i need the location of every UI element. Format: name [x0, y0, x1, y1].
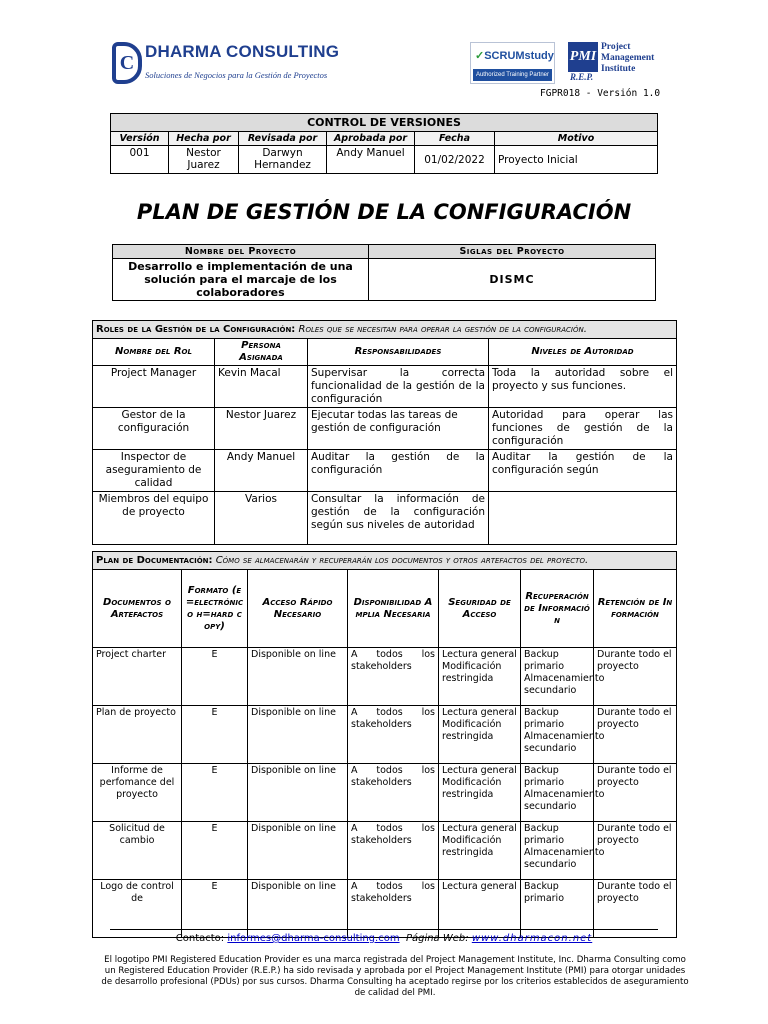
doc-name: Logo de control de: [93, 880, 182, 938]
documentation-table: [92, 551, 677, 938]
pmi-logo-icon: PMI: [568, 42, 598, 72]
roles-header: Persona Asignada: [215, 339, 308, 366]
role-responsibility: Auditar la gestión de la configuración: [308, 450, 489, 492]
role-name: Inspector de aseguramiento de calidad: [93, 450, 215, 492]
scrumstudy-name: ✓SCRUMstudy: [475, 50, 554, 62]
doc-retention: Durante todo el proyecto: [594, 822, 677, 880]
docs-section-header: [93, 552, 677, 570]
versions-header: Aprobada por: [327, 132, 415, 146]
page-title: PLAN DE GESTIÓN DE LA CONFIGURACIÓN: [136, 200, 632, 224]
doc-retention: Durante todo el proyecto: [594, 648, 677, 706]
doc-retrieval: Backup primario Almacenamiento secundario: [521, 822, 594, 880]
role-person: Kevin Macal: [215, 366, 308, 408]
doc-format: E: [182, 706, 248, 764]
project-acronym-header: Siglas del Proyecto: [369, 245, 656, 259]
role-name: Project Manager: [93, 366, 215, 408]
role-person: Varios: [215, 492, 308, 545]
doc-retention: Durante todo el proyecto: [594, 764, 677, 822]
doc-retrieval: Backup primario Almacenamiento secundario: [521, 764, 594, 822]
role-responsibility: Consultar la información de gestión de la configuración según sus niveles de autoridad: [308, 492, 489, 545]
roles-header: Niveles de Autoridad: [489, 339, 677, 366]
company-name: DHARMA CONSULTING: [145, 42, 340, 61]
role-authority: [489, 492, 677, 545]
doc-availability: A todos los stakeholders: [348, 706, 439, 764]
logo-letter: C: [119, 51, 135, 74]
company-tagline: Soluciones de Negocios para la Gestión de Proyectos: [145, 70, 328, 80]
roles-section-header: [93, 321, 677, 339]
project-table: [112, 244, 656, 301]
doc-retrieval: Backup primario: [521, 880, 594, 938]
project-name-header: Nombre del Proyecto: [113, 245, 369, 259]
versions-header: Fecha: [415, 132, 495, 146]
doc-retrieval: Backup primario Almacenamiento secundario: [521, 706, 594, 764]
docs-header: Seguridad de Acceso: [439, 570, 521, 648]
doc-quick-access: Disponible on line: [248, 648, 348, 706]
footer-divider: [110, 929, 658, 930]
footer-legal: El logotipo PMI Registered Education Provider es una marca registrada del Project Management Institute, Inc. Dharma Consulting como un Registered Education Provider (R.E.P.) ha sido revisada y aprobada por el Project Management Institute (PMI) para otorgar unidades de desarrollo profesional (PDUs) por sus cursos. Dharma Consulting ha aceptado regirse por los criterios establecidos de aseguramiento de calidad del PMI.: [101, 955, 689, 998]
doc-name: Project charter: [93, 648, 182, 706]
role-authority: Auditar la gestión de la configuración según: [489, 450, 677, 492]
role-person: Andy Manuel: [215, 450, 308, 492]
docs-header: Acceso Rápido Necesario: [248, 570, 348, 648]
docs-section-desc: Cómo se almacenarán y recuperarán los documentos y otros artefactos del proyecto.: [215, 555, 589, 566]
doc-security: Lectura general Modificación restringida: [439, 764, 521, 822]
doc-availability: A todos los stakeholders: [348, 880, 439, 938]
scrumstudy-logo: [470, 42, 555, 84]
role-responsibility: Supervisar la correcta funcionalidad de la gestión de la configuración: [308, 366, 489, 408]
pmi-rep-label: R.E.P.: [570, 72, 594, 82]
version-approved-by: Andy Manuel: [327, 146, 415, 174]
versions-header: Motivo: [495, 132, 658, 146]
doc-name: Solicitud de cambio: [93, 822, 182, 880]
version-reason: Proyecto Inicial: [495, 146, 658, 174]
doc-availability: A todos los stakeholders: [348, 822, 439, 880]
doc-name: Plan de proyecto: [93, 706, 182, 764]
version-number: 001: [111, 146, 169, 174]
pmi-name: Project Management Institute: [601, 42, 655, 74]
docs-section-title: Plan de Documentación:: [96, 555, 213, 566]
versions-header: Hecha por: [169, 132, 239, 146]
doc-retention: Durante todo el proyecto: [594, 880, 677, 938]
version-made-by: Nestor Juarez: [169, 146, 239, 174]
doc-security: Lectura general Modificación restringida: [439, 706, 521, 764]
doc-retrieval: Backup primario Almacenamiento secundario: [521, 648, 594, 706]
roles-table: [92, 320, 677, 545]
roles-header: Responsabilidades: [308, 339, 489, 366]
doc-quick-access: Disponible on line: [248, 880, 348, 938]
project-acronym: DISMC: [369, 259, 656, 301]
versions-title: CONTROL DE VERSIONES: [111, 114, 658, 132]
dharma-logo-icon: [112, 42, 142, 84]
version-reviewed-by: Darwyn Hernandez: [239, 146, 327, 174]
document-code: FGPR018 - Versión 1.0: [540, 88, 661, 99]
web-label: Página Web:: [405, 933, 469, 944]
website-link[interactable]: www.dharmacon.net: [471, 933, 593, 944]
role-authority: Toda la autoridad sobre el proyecto y sus funciones.: [489, 366, 677, 408]
doc-format: E: [182, 764, 248, 822]
role-authority: Autoridad para operar las funciones de gestión de la configuración: [489, 408, 677, 450]
role-name: Miembros del equipo de proyecto: [93, 492, 215, 545]
version-date: 01/02/2022: [415, 146, 495, 174]
doc-name: Informe de perfomance del proyecto: [93, 764, 182, 822]
roles-section-desc: Roles que se necesitan para operar la gestión de la configuración.: [298, 324, 587, 335]
versions-header: Versión: [111, 132, 169, 146]
doc-security: Lectura general Modificación restringida: [439, 822, 521, 880]
doc-format: E: [182, 648, 248, 706]
doc-quick-access: Disponible on line: [248, 822, 348, 880]
role-responsibility: Ejecutar todas las tareas de gestión de configuración: [308, 408, 489, 450]
doc-format: E: [182, 880, 248, 938]
role-person: Nestor Juarez: [215, 408, 308, 450]
doc-security: Lectura general Modificación restringida: [439, 648, 521, 706]
docs-header: Documentos o Artefactos: [93, 570, 182, 648]
project-name: Desarrollo e implementación de una solución para el marcaje de los colaboradores: [113, 259, 369, 301]
doc-retention: Durante todo el proyecto: [594, 706, 677, 764]
contact-email-link[interactable]: informes@dharma-consulting.com: [227, 933, 400, 944]
doc-availability: A todos los stakeholders: [348, 648, 439, 706]
doc-security: Lectura general: [439, 880, 521, 938]
versions-header: Revisada por: [239, 132, 327, 146]
doc-format: E: [182, 822, 248, 880]
footer-contact: [0, 933, 768, 944]
doc-availability: A todos los stakeholders: [348, 764, 439, 822]
versions-table: [110, 113, 658, 174]
contact-label: Contacto:: [175, 933, 225, 944]
roles-section-title: Roles de la Gestión de la Configuración:: [96, 324, 296, 335]
doc-quick-access: Disponible on line: [248, 706, 348, 764]
roles-header: Nombre del Rol: [93, 339, 215, 366]
docs-header: Retención de Información: [594, 570, 677, 648]
docs-header: Disponibilidad Amplia Necesaria: [348, 570, 439, 648]
check-icon: ✓: [475, 50, 485, 62]
role-name: Gestor de la configuración: [93, 408, 215, 450]
docs-header: Formato (e=electrónico h=hard copy): [182, 570, 248, 648]
scrumstudy-badge: Authorized Training Partner: [473, 69, 552, 81]
doc-quick-access: Disponible on line: [248, 764, 348, 822]
docs-header: Recuperación de Información: [521, 570, 594, 648]
